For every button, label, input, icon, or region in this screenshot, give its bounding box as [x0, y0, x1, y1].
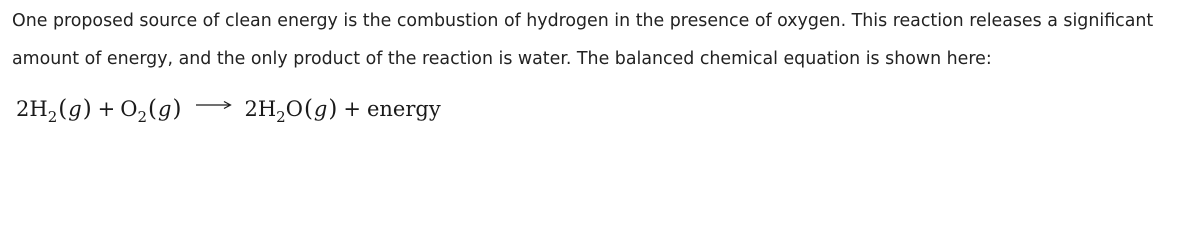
subscript: 2: [137, 108, 148, 126]
chemical-equation: [16, 96, 441, 136]
element-symbol: O: [120, 97, 138, 121]
state-symbol: g: [68, 97, 82, 121]
open-paren: (: [58, 96, 68, 122]
product-water: [244, 96, 338, 126]
subscript: 2: [276, 108, 286, 126]
open-paren: (: [303, 96, 313, 122]
state-symbol: g: [313, 97, 328, 121]
reactant-oxygen: [120, 96, 182, 126]
plus-sign: +: [343, 97, 361, 121]
plus-sign: +: [97, 97, 116, 121]
reactant-hydrogen: [16, 96, 93, 126]
coefficient: 2: [244, 97, 258, 121]
state-symbol: g: [158, 97, 172, 121]
element-symbol: O: [285, 97, 303, 121]
open-paren: (: [148, 96, 158, 122]
long-right-arrow-icon: [196, 91, 232, 115]
subscript: 2: [47, 108, 58, 126]
coefficient: 2: [16, 97, 30, 121]
energy-term: energy: [366, 97, 441, 121]
close-paren: ): [82, 96, 92, 122]
element-symbol: H: [29, 97, 48, 121]
close-paren: ): [328, 96, 338, 122]
problem-statement: One proposed source of clean energy is the combustion of hydrogen in the presence of oxygen. This reaction releases a significant amount of energy, and the only product of the reaction is water. The balanced chemical equation is shown here:: [12, 11, 1154, 69]
close-paren: ): [172, 96, 182, 122]
element-symbol: H: [257, 97, 277, 121]
